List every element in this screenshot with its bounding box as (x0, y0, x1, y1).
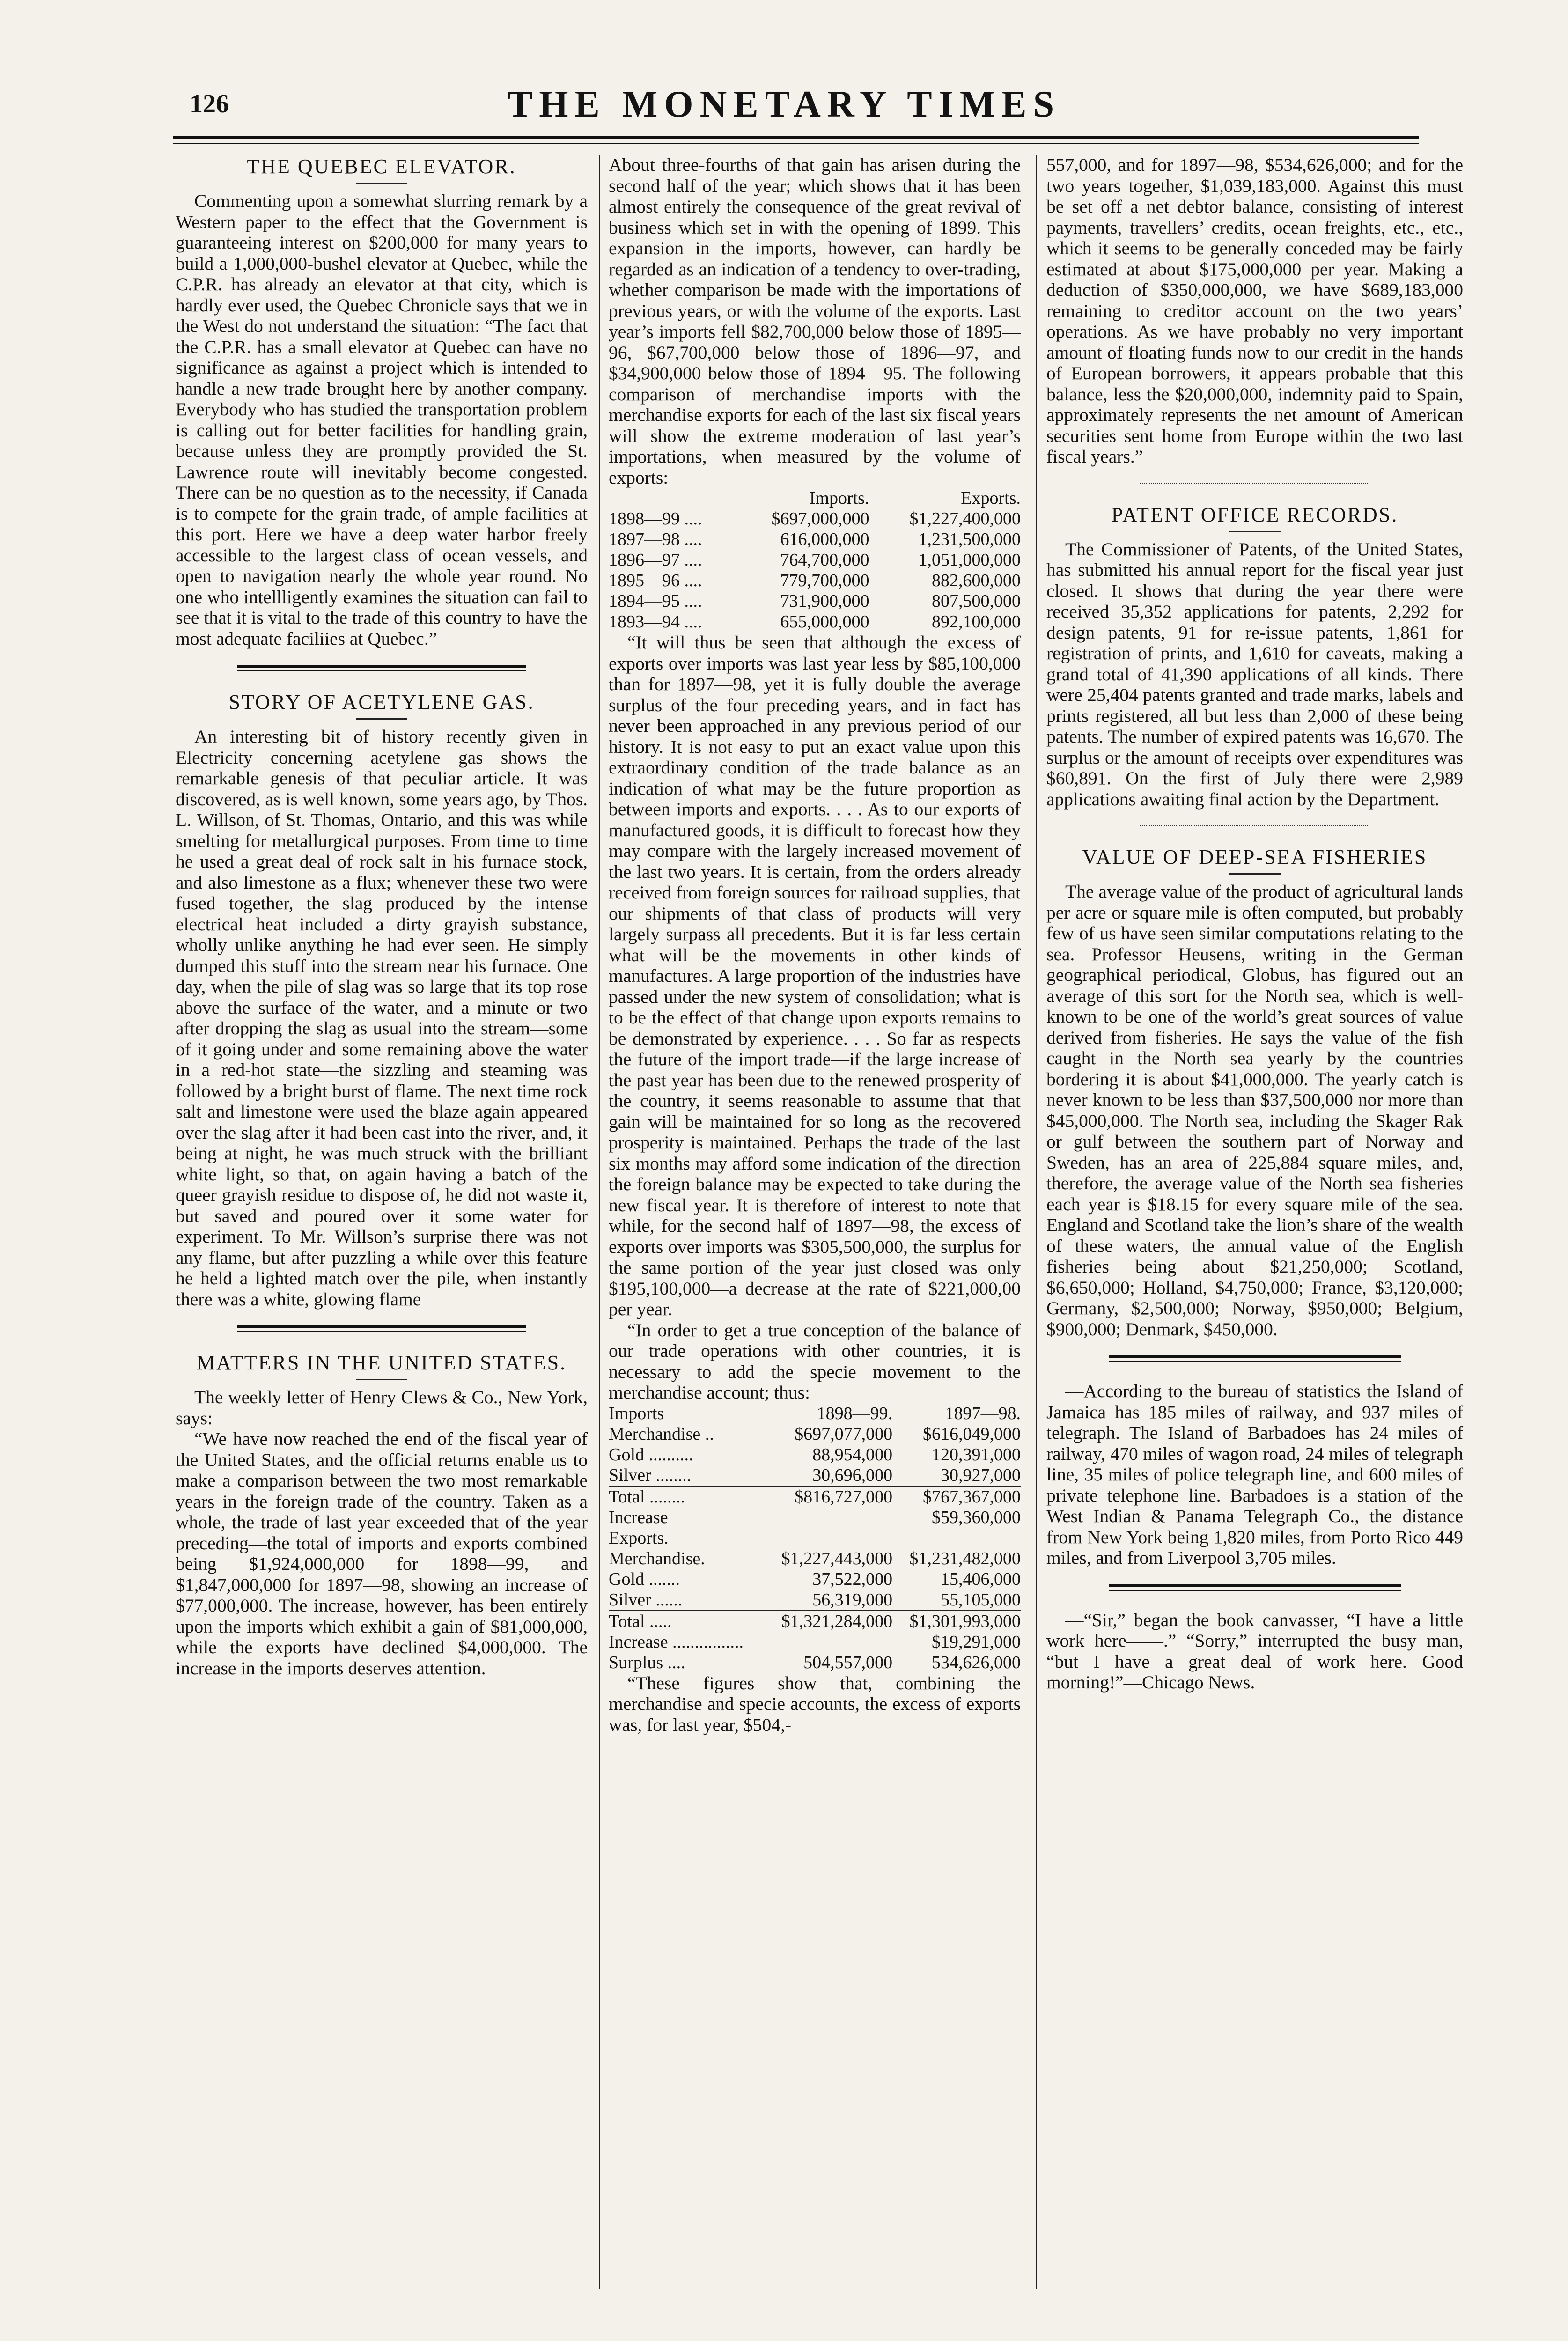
table-row (609, 1403, 1021, 1424)
table-cell: 1894—95 .... (609, 591, 702, 611)
table-cell: Merchandise .. (609, 1424, 714, 1444)
table-row (609, 1632, 1021, 1652)
table-row (609, 1590, 1021, 1611)
article-paragraph: “These figures show that, combining the merchandise and specie accounts, the excess of exports was, for last year, $504,- (609, 1672, 1021, 1735)
table-cell: 1897—98 .... (609, 530, 702, 549)
table-row (609, 611, 1021, 632)
table-cell: 616,000,000 (780, 530, 869, 549)
section-rule (1109, 1355, 1401, 1362)
table-cell: 1895—96 .... (609, 571, 702, 590)
article-heading: VALUE OF DEEP-SEA FISHERIES (1082, 846, 1428, 869)
article-paragraph: About three-fourths of that gain has arisen during the second half of the year; which shows that it has been almost entirely the consequence of the great revival of business which set in with the opening of 1899. This expansion in the imports, however, can hardly be regarded as an indication of a tendency to over-trading, whether comparison be made with the importations of previous years, or with the volume of the exports. Last year’s imports fell $82,700,000 below those of 1895—96, $67,700,000 below those of 1896—97, and $34,900,000 below those of 1894—95. The following comparison of merchandise imports with the merchandise exports for each of the last six fiscal years will show the extreme moderation of last year’s importations, when measured by the volume of exports: (609, 155, 1021, 488)
table-cell: 882,600,000 (932, 571, 1021, 590)
table-cell: Increase (609, 1507, 668, 1527)
heading-rule (1229, 531, 1281, 532)
table-cell: 88,954,000 (812, 1444, 893, 1465)
article-heading: THE QUEBEC ELEVATOR. (247, 155, 516, 178)
specie-table (609, 1403, 1021, 1673)
table-cell: 779,700,000 (780, 571, 869, 590)
table-cell: $697,077,000 (795, 1424, 893, 1444)
table-cell: 30,927,000 (941, 1465, 1021, 1485)
table-cell: 764,700,000 (780, 550, 869, 570)
section-rule (1109, 1584, 1401, 1591)
table-row (609, 550, 1021, 570)
article-heading: STORY OF ACETYLENE GAS. (228, 691, 535, 714)
column-divider (1036, 155, 1037, 2289)
table-row (609, 1444, 1021, 1465)
column-1 (176, 155, 588, 1678)
article-paragraph: The average value of the product of agricultural lands per acre or square mile is often computed, but probably few of us have seen similar computations relating to the sea. Professor Heusens, writing in the German geographical periodical, Globus, has figured out an average of this sort for the North sea, which is well-known to be one of the world’s great sources of value derived from fisheries. He says the value of the fish caught in the North sea yearly by the countries bordering it is about $41,000,000. The yearly catch is never known to be less than $37,500,000 nor more than $45,000,000. The North sea, including the Skager Rak or gulf between the southern part of Norway and Sweden, has an area of 225,884 square miles, and, therefore, the average value of the North sea fisheries each year is $18.15 for every square mile of the sea. England and Scotland take the lion’s share of the wealth of these waters, the annual value of the English fisheries being about $21,250,000; Scotland, $6,650,000; Holland, $4,750,000; France, $3,120,000; Germany, $2,500,000; Norway, $950,000; Belgium, $900,000; Denmark, $450,000. (1046, 881, 1463, 1340)
table-cell: Silver ...... (609, 1590, 683, 1610)
table-cell: 120,391,000 (932, 1444, 1021, 1465)
table-cell: $19,291,000 (932, 1632, 1021, 1652)
article-paragraph: —According to the bureau of statistics the Island of Jamaica has 185 miles of railway, and 937 miles of telegraph. The Island of Barbadoes has 24 miles of railway, 470 miles of wagon road, 24 miles of telegraph line, 35 miles of police telegraph line, and 600 miles of private telephone line. Barbadoes is a station of the West Indian & Panama Telegraph Co., the distance from New York being 1,820 miles, from Porto Rico 449 miles, and from Liverpool 3,705 miles. (1046, 1381, 1463, 1568)
table-row (609, 1528, 1021, 1548)
table-cell: Imports. (809, 488, 869, 508)
table-row (609, 1507, 1021, 1528)
table-cell: Increase ................ (609, 1632, 744, 1652)
table-cell: 37,522,000 (812, 1569, 893, 1589)
table-cell: $816,727,000 (795, 1487, 893, 1507)
section-rule (237, 1325, 526, 1332)
table-cell: 30,696,000 (812, 1465, 893, 1485)
table-cell: Total ..... (609, 1611, 672, 1631)
table-cell: $1,321,284,000 (781, 1611, 893, 1631)
table-cell: 1893—94 .... (609, 612, 702, 632)
heading-rule (1229, 873, 1281, 875)
table-row (609, 1652, 1021, 1673)
section-dots (1140, 483, 1369, 484)
table-cell: $697,000,000 (771, 509, 869, 529)
table-row (609, 488, 1021, 508)
article-paragraph: The Commissioner of Patents, of the United States, has submitted his annual report for the fiscal year just closed. It shows that during the year there were received 35,352 applications for patents, 2,292 for design patents, 91 for re-issue patents, 1,861 for registration of prints, and 1,610 for caveats, making a grand total of 41,390 applications of all kinds. There were 25,404 patents granted and trade marks, labels and prints registered, all but less than 2,000 of these being patents. The number of expired patents was 16,670. The surplus or the amount of receipts over expenditures was $60,891. On the first of July there were 2,989 applications awaiting final action by the Department. (1046, 538, 1463, 810)
column-divider (599, 155, 600, 2289)
article-paragraph: The weekly letter of Henry Clews & Co., New York, says: (176, 1387, 588, 1428)
table-row (609, 591, 1021, 611)
table-cell (764, 1528, 892, 1548)
article-paragraph: An interesting bit of history recently given in Electricity concerning acetylene gas shows the remarkable genesis of that peculiar article. It was discovered, as is well known, some years ago, by Thos. L. Willson, of St. Thomas, Ontario, and this was while smelting for metallurgical purposes. From time to time he used a great deal of rock salt in his furnace stock, and also limestone as a flux; whenever these two were fused together, the slag produced by the intense electrical heat included a dirty grayish substance, wholly unlike anything he had ever seen. He simply dumped this stuff into the stream near his furnace. One day, when the pile of slag was so large that its top rose above the surface of the water, and a minute or two after dropping the slag as usual into the stream—some of it going under and some remaining above the water in a red-hot state—the sizzling and steaming was followed by a bright burst of flame. The next time rock salt and limestone were used the blaze again appeared over the slag after it had been cast into the river, and, it being at night, he was much struck with the brilliant white light, so that, on again having a batch of the queer grayish residue to dispose of, he did not waste it, but saved and poured over it some water for experiment. To Mr. Willson’s surprise there was not any flame, but after puzzling a while over this feature he held a lighted match over the pile, when instantly there was a white, glowing flame (176, 726, 588, 1310)
article-paragraph: —“Sir,” began the book canvasser, “I have a little work here——.” “Sorry,” interrupted the busy man, “but I have a great deal of work here. Good morning!”—Chicago News. (1046, 1609, 1463, 1693)
section-rule (237, 665, 526, 671)
page-number: 126 (190, 89, 229, 118)
table-cell: $1,231,482,000 (909, 1548, 1021, 1568)
table-cell: Silver ........ (609, 1465, 692, 1485)
article-paragraph: “We have now reached the end of the fiscal year of the United States, and the official returns enable us to make a comparison between the two most remarkable years in the foreign trade of the country. Taken as a whole, the trade of last year exceeded that of the year preceding—the total of imports and exports combined being $1,924,000,000 for 1898—99, and $1,847,000,000 for 1897—98, showing an increase of $77,000,000. The increase, however, has been entirely upon the imports which exhibit a gain of $81,000,000, while the exports have declined $4,000,000. The increase in the imports deserves attention. (176, 1428, 588, 1678)
table-cell: Gold ....... (609, 1569, 680, 1589)
table-cell: $59,360,000 (932, 1507, 1021, 1527)
table-cell: Exports. (609, 1528, 669, 1548)
table-cell: 15,406,000 (941, 1569, 1021, 1589)
table-cell: Surplus .... (609, 1652, 685, 1672)
heading-rule (356, 1379, 407, 1380)
article-paragraph: Commenting upon a somewhat slurring remark by a Western paper to the effect that the Government is guaranteeing interest on $200,000 for many years to build a 1,000,000-bushel elevator at Quebec, while the C.P.R. has already an elevator at that city, which is hardly ever used, the Quebec Chronicle says that we in the West do not understand the situation: “The fact that the C.P.R. has a small elevator at Quebec can have no significance as against a project which is intended to handle a new trade brought here by another company. Everybody who has studied the transportation problem is calling out for better facilities for handling grain, because unless they are promptly provided the St. Lawrence route will inevitably become congested. There can be no question as to the necessity, if Canada is to compete for the grain trade, of ample facilities at this port. Here we have a deep water harbor freely accessible to the largest class of ocean vessels, and open to navigation nearly the whole year round. No one who intellligently examines the situation can fail to see that it is vital to the trade of this country to have the most adequate faciliies at Quebec.” (176, 191, 588, 649)
table-row (609, 1548, 1021, 1569)
table-cell: 504,557,000 (803, 1652, 893, 1672)
table-row (609, 1465, 1021, 1486)
section-dots (1140, 825, 1369, 826)
table-cell: Total ........ (609, 1487, 685, 1507)
table-cell: 1,231,500,000 (918, 530, 1021, 549)
table-cell: Merchandise. (609, 1548, 705, 1568)
table-cell (609, 488, 736, 508)
table-row (609, 1486, 1021, 1507)
table-cell: 56,319,000 (812, 1590, 893, 1610)
table-row (609, 1424, 1021, 1444)
table-cell (764, 1632, 892, 1652)
table-cell (764, 1507, 892, 1528)
imports-exports-table (609, 488, 1021, 632)
table-cell: 1898—99. (817, 1403, 893, 1423)
table-cell: 655,000,000 (780, 612, 869, 632)
table-cell: 1898—99 .... (609, 509, 702, 529)
table-cell: 1,051,000,000 (918, 550, 1021, 570)
table-cell: 55,105,000 (941, 1590, 1021, 1610)
table-cell: Imports (609, 1403, 664, 1423)
table-cell: 892,100,000 (932, 612, 1021, 632)
masthead-rule (173, 136, 1419, 144)
table-row (609, 508, 1021, 529)
masthead-title: THE MONETARY TIMES (507, 84, 1061, 125)
table-cell: $1,227,400,000 (909, 509, 1021, 529)
table-cell: 534,626,000 (932, 1652, 1021, 1672)
table-row (609, 1569, 1021, 1590)
article-paragraph: “It will thus be seen that although the excess of exports over imports was last year less by $85,100,000 than for 1897—98, yet it is fully double the average surplus of the four preceding years, and in fact has never been approached in any previous period of our history. It is not easy to put an exact value upon this extraordinary condition of the trade balance as an indication of what may be the future proportion as between imports and exports. . . . As to our exports of manufactured goods, it is difficult to forecast how they may compare with the largely increased movement of the last two years. It is certain, from the orders already received from foreign sources for railroad supplies, that our shipments of that class of products will very largely surpass all precedents. But it is far less certain what will be the movements in other kinds of manufactures. A large proportion of the industries have passed under the new system of consolidation; what is to be the effect of that change upon exports remains to be demonstrated by experience. . . . So far as respects the future of the import trade—if the large increase of the past year has been due to the renewed prosperity of the country, it seems reasonable to assume that that gain will be maintained for so long as the recovered prosperity is maintained. Perhaps the trade of the last six months may afford some indication of the direction the foreign balance may be expected to take during the new fiscal year. It is therefore of interest to note that while, for the second half of 1897—98, the excess of exports over imports was $305,500,000, the surplus for the same portion of the year just closed was only $195,100,000—a decrease at the rate of $221,000,00 per year. (609, 632, 1021, 1319)
table-cell: Exports. (961, 488, 1021, 508)
table-cell: $1,301,993,000 (909, 1611, 1021, 1631)
table-cell: $767,367,000 (923, 1487, 1021, 1507)
table-cell: $616,049,000 (923, 1424, 1021, 1444)
column-3 (1046, 155, 1463, 1693)
column-2 (609, 155, 1021, 1735)
table-cell: 1896—97 .... (609, 550, 702, 570)
table-cell: 807,500,000 (932, 591, 1021, 611)
article-heading: PATENT OFFICE RECORDS. (1111, 503, 1399, 526)
table-row (609, 1611, 1021, 1632)
table-row (609, 570, 1021, 591)
table-cell: $1,227,443,000 (781, 1548, 893, 1568)
article-heading: MATTERS IN THE UNITED STATES. (196, 1351, 567, 1374)
table-row (609, 529, 1021, 550)
table-cell: 731,900,000 (780, 591, 869, 611)
heading-rule (356, 183, 407, 184)
heading-rule (356, 718, 407, 720)
article-paragraph: “In order to get a true conception of the balance of our trade operations with other countries, it is necessary to add the specie movement to the merchandise account; thus: (609, 1319, 1021, 1403)
table-cell (892, 1528, 1021, 1548)
table-cell: 1897—98. (945, 1403, 1021, 1423)
table-cell: Gold .......... (609, 1444, 693, 1465)
article-paragraph: 557,000, and for 1897—98, $534,626,000; and for the two years together, $1,039,183,000. Against this must be set off a net debtor balance, consisting of interest payments, travellers’ credits, ocean freights, etc., etc., which it seems to be generally conceded may be fairly estimated at about $175,000,000 per year. Making a deduction of $350,000,000, we have $689,183,000 remaining to creditor account on the two years’ operations. As we have probably no very important amount of floating funds now to our credit in the hands of European borrowers, it appears probable that this balance, less the $20,000,000, indemnity paid to Spain, approximately represents the net amount of American securities sent home from Europe within the two last fiscal years.” (1046, 155, 1463, 467)
